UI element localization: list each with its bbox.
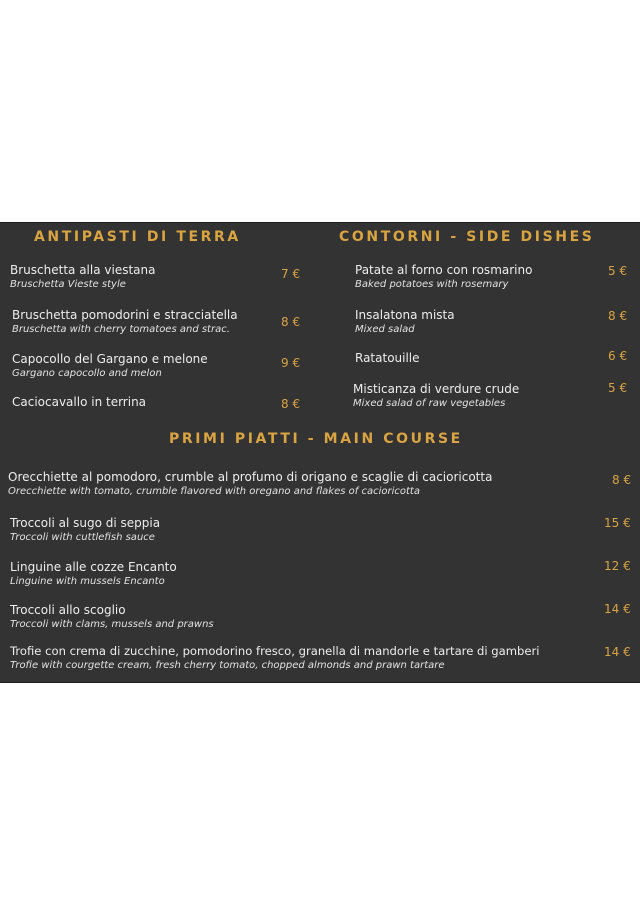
item-price: 15 € [604,516,631,530]
item-price: 7 € [281,267,301,281]
menu-item-bruschetta-pomodorini [12,308,238,336]
item-name: Orecchiette al pomodoro, crumble al profumo di origano e scaglie di cacioricotta [8,470,493,484]
menu-item-misticanza [353,382,519,410]
menu-item-patate [355,263,532,291]
item-price: 8 € [612,473,632,487]
item-price: 9 € [281,356,301,370]
menu-item-troccoli-scoglio [10,603,214,631]
item-name: Ratatouille [355,351,420,365]
primi-title: PRIMI PIATTI - MAIN COURSE [169,431,463,447]
menu-item-caciocavallo [12,395,146,410]
item-price: 5 € [608,381,628,395]
item-description: Baked potatoes with rosemary [355,279,509,290]
menu-item-bruschetta-viestana [10,263,155,291]
item-description: Bruschetta Vieste style [10,279,126,290]
item-price: 8 € [281,397,301,411]
item-description: Orecchiette with tomato, crumble flavored with oregano and flakes of cacioricotta [8,486,420,497]
item-price: 6 € [608,349,628,363]
menu-item-trofie [10,644,540,672]
item-price: 8 € [608,309,628,323]
item-price: 5 € [608,264,628,278]
menu-board [0,222,640,683]
item-name: Misticanza di verdure crude [353,382,520,396]
item-price: 14 € [604,602,631,616]
item-description: Troccoli with cuttlefish sauce [10,532,155,543]
item-description: Mixed salad of raw vegetables [353,398,506,409]
antipasti-title: ANTIPASTI DI TERRA [34,229,241,245]
menu-item-ratatouille [355,351,420,366]
item-description: Mixed salad [355,324,415,335]
item-name: Insalatona mista [355,308,455,322]
item-price: 14 € [604,645,631,659]
menu-item-capocollo [12,352,208,380]
item-price: 12 € [604,559,631,573]
contorni-title: CONTORNI - SIDE DISHES [339,229,595,245]
menu-item-insalatona [355,308,455,336]
item-name: Linguine alle cozze Encanto [10,560,177,574]
menu-item-linguine [10,560,177,588]
item-description: Linguine with mussels Encanto [10,576,165,587]
menu-item-troccoli-seppia [10,516,160,544]
item-name: Caciocavallo in terrina [12,395,147,409]
item-description: Troccoli with clams, mussels and prawns [10,619,214,630]
item-price: 8 € [281,315,301,329]
item-name: Troccoli al sugo di seppia [10,516,161,530]
item-name: Capocollo del Gargano e melone [12,352,208,366]
item-name: Troccoli allo scoglio [10,603,126,617]
item-name: Trofie con crema di zucchine, pomodorino fresco, granella di mandorle e tartare di gamberi [10,644,540,658]
item-name: Bruschetta alla viestana [10,263,156,277]
item-name: Bruschetta pomodorini e stracciatella [12,308,238,322]
item-description: Bruschetta with cherry tomatoes and strac. [12,324,230,335]
item-description: Trofie with courgette cream, fresh cherry tomato, chopped almonds and prawn tartare [10,660,445,671]
item-description: Gargano capocollo and melon [12,368,162,379]
menu-item-orecchiette [8,470,492,498]
item-name: Patate al forno con rosmarino [355,263,533,277]
